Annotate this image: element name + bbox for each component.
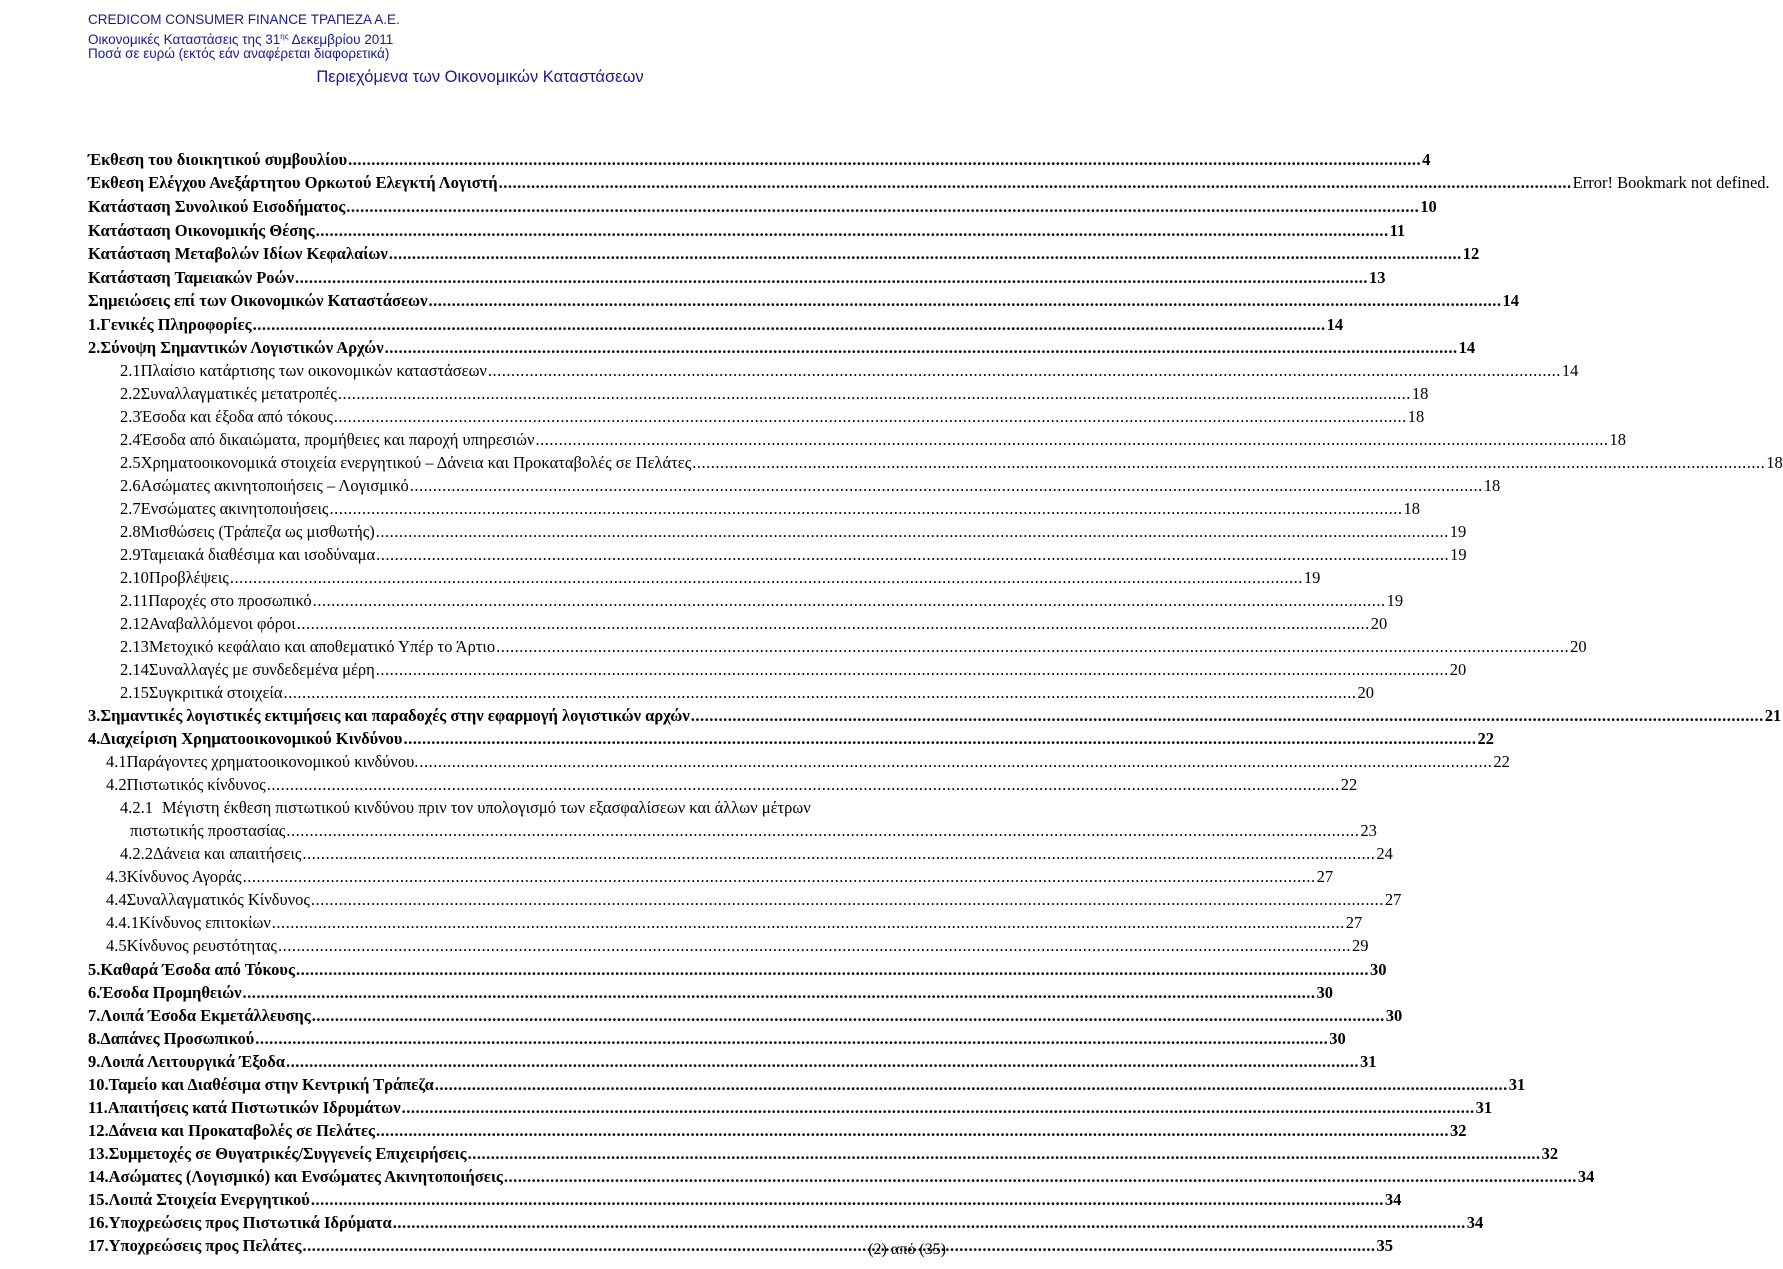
toc-entry[interactable] [88, 150, 1431, 170]
toc-entry-text: Έσοδα από δικαιώματα, προμήθειες και παροχή υπηρεσιών [140, 430, 535, 449]
toc-entry-text: Σημειώσεις επί των Οικονομικών Καταστάσεων [88, 291, 428, 310]
toc-entry-number: 15. [88, 1190, 109, 1209]
toc-page-number: 30 [1329, 1029, 1346, 1048]
toc-leader-dots [403, 729, 1476, 749]
toc-entry-text: Παράγοντες χρηματοοικονομικού κινδύνου. [126, 752, 419, 771]
toc-entry-text: Έσοδα Προμηθειών [100, 983, 242, 1002]
toc-entry[interactable] [88, 729, 1494, 749]
toc-leader-dots [255, 1029, 1328, 1049]
toc-leader-dots [295, 268, 1368, 288]
toc-entry-number: 13. [88, 1144, 109, 1163]
toc-leader-dots [286, 1052, 1359, 1072]
toc-leader-dots [312, 1006, 1385, 1026]
toc-leader-dots [311, 890, 1384, 910]
toc-page-number: 22 [1493, 752, 1510, 771]
toc-entry-text: Κίνδυνος ρευστότητας [126, 936, 277, 955]
toc-leader-dots [316, 221, 1389, 241]
toc-entry-number: 4.1 [106, 752, 127, 771]
toc-entry-text: Λοιπά Στοιχεία Ενεργητικού [108, 1190, 310, 1209]
toc-page-number: 19 [1450, 545, 1467, 564]
toc-entry[interactable] [88, 221, 1406, 241]
toc-page-number: 23 [1360, 821, 1377, 840]
toc-leader-dots [338, 384, 1411, 404]
toc-page-number: 27 [1345, 913, 1363, 932]
toc-entry-number: 2. [88, 338, 101, 357]
toc-page-number: 18 [1483, 476, 1501, 495]
toc-entry[interactable] [88, 1190, 1402, 1210]
toc-entry[interactable] [88, 983, 1334, 1003]
toc-entry[interactable] [120, 384, 1429, 404]
toc-entry-text: Ενσώματες ακινητοποιήσεις [140, 499, 329, 518]
toc-leader-dots [535, 430, 1608, 450]
toc-page-number: 13 [1368, 268, 1386, 287]
toc-entry-text: Λοιπά Λειτουργικά Έξοδα [100, 1052, 285, 1071]
toc-entry[interactable] [88, 173, 1770, 193]
toc-entry[interactable] [120, 545, 1467, 565]
toc-entry-number: 2.2 [120, 384, 141, 403]
toc-entry-text: Απαιτήσεις κατά Πιστωτικών Ιδρυμάτων [107, 1098, 401, 1117]
toc-entry-number: 12. [88, 1121, 109, 1140]
toc-page-number: 18 [1766, 453, 1783, 472]
toc-entry[interactable] [88, 960, 1387, 980]
toc-entry[interactable] [88, 1167, 1595, 1187]
toc-leader-dots [385, 338, 1458, 358]
toc-leader-dots [402, 1098, 1475, 1118]
toc-entry-number: 4.5 [106, 936, 127, 955]
toc-entry-text: Έκθεση του διοικητικού συμβουλίου [88, 150, 348, 169]
toc-entry-number: 2.1 [120, 361, 141, 380]
page-number: (2) από (35) [868, 1241, 946, 1258]
toc-entry-number: 3. [88, 706, 101, 725]
toc-entry-number: 2.4 [120, 430, 141, 449]
toc-entry-text: Παροχές στο προσωπικό [148, 591, 312, 610]
toc-entry-number: 4.4.1 [106, 913, 139, 932]
toc-entry-number: 2.13 [120, 637, 149, 656]
toc-entry-text: Πλαίσιο κατάρτισης των οικονομικών καταστάσεων [140, 361, 487, 380]
toc-leader-dots [253, 315, 1326, 335]
toc-entry-text: Δάνεια και απαιτήσεις [153, 844, 302, 863]
toc-page-number: 12 [1462, 244, 1480, 263]
toc-entry-text: Συναλλαγματικές μετατροπές [140, 384, 337, 403]
toc-entry-text: Κατάσταση Οικονομικής Θέσης [88, 221, 315, 240]
toc-leader-dots [302, 844, 1375, 864]
toc-page-number: 32 [1541, 1144, 1559, 1163]
toc-entry[interactable] [130, 821, 1377, 841]
toc-entry[interactable] [120, 660, 1467, 680]
toc-page-number: 19 [1303, 568, 1321, 587]
toc-entry[interactable] [88, 1075, 1526, 1095]
toc-page-number: 14 [1561, 361, 1579, 380]
toc-leader-dots [376, 522, 1449, 542]
toc-page-number: 4 [1422, 150, 1431, 169]
toc-entry-number: 10. [88, 1075, 109, 1094]
toc-entry-number: 7. [88, 1006, 101, 1025]
toc-page-number: 30 [1316, 983, 1334, 1002]
toc-leader-dots [691, 706, 1764, 726]
page-title: Περιεχόμενα των Οικονομικών Καταστάσεων [316, 68, 644, 86]
toc-entry-text: πιστωτικής προστασίας [130, 821, 286, 840]
toc-entry-number: 4.2.2 [120, 844, 153, 863]
toc-entry-number: 8. [88, 1029, 101, 1048]
toc-entry-text: Κίνδυνος επιτοκίων [139, 913, 271, 932]
toc-entry-number: 4.4 [106, 890, 127, 909]
toc-page-number: 34 [1466, 1213, 1484, 1232]
toc-entry-number: 11. [88, 1098, 108, 1117]
toc-entry-number: 2.14 [120, 660, 149, 679]
toc-entry-text: Πιστωτικός κίνδυνος [126, 775, 266, 794]
toc-entry[interactable] [120, 522, 1467, 542]
toc-entry[interactable] [106, 775, 1358, 795]
toc-entry[interactable] [88, 338, 1476, 358]
toc-page-number: 11 [1389, 221, 1406, 240]
toc-leader-dots [504, 1167, 1577, 1187]
toc-page-number: 24 [1376, 844, 1393, 863]
toc-page-number: 31 [1359, 1052, 1377, 1071]
toc-entry[interactable] [88, 1029, 1346, 1049]
toc-entry[interactable] [120, 591, 1404, 611]
toc-entry-line[interactable] [120, 798, 811, 818]
toc-entry-text: Προβλέψεις [148, 568, 229, 587]
toc-page-number: Error! Bookmark not defined. [1572, 173, 1770, 192]
toc-entry-number: 4.2.1 [120, 798, 153, 817]
toc-entry[interactable] [106, 867, 1334, 887]
toc-entry[interactable] [120, 361, 1579, 381]
toc-entry[interactable] [88, 1144, 1559, 1164]
currency-note: Ποσά σε ευρώ (εκτός εάν αναφέρεται διαφορετικά) [88, 46, 390, 61]
toc-entry-text: Δάνεια και Προκαταβολές σε Πελάτες [108, 1121, 375, 1140]
toc-entry-text: Έσοδα και έξοδα από τόκους [140, 407, 333, 426]
toc-page-number: 14 [1326, 315, 1344, 334]
toc-entry-text: Κατάσταση Ταμειακών Ροών [88, 268, 294, 287]
toc-page-number: 18 [1407, 407, 1425, 426]
toc-entry[interactable] [120, 499, 1420, 519]
toc-entry[interactable] [120, 453, 1783, 473]
toc-entry[interactable] [88, 291, 1519, 311]
toc-entry[interactable] [120, 430, 1626, 450]
toc-entry-text: Συναλλαγές με συνδεδεμένα μέρη [148, 660, 375, 679]
toc-page-number: 34 [1577, 1167, 1595, 1186]
toc-page-number: 18 [1609, 430, 1626, 449]
toc-entry[interactable] [88, 197, 1437, 217]
toc-entry-number: 2.12 [120, 614, 149, 633]
toc-entry[interactable] [88, 1213, 1484, 1233]
toc-entry[interactable] [120, 476, 1501, 496]
toc-entry-number: 4.3 [106, 867, 127, 886]
toc-page-number: 31 [1475, 1098, 1493, 1117]
toc-entry[interactable] [120, 844, 1393, 864]
toc-entry-text: Σύνοψη Σημαντικών Λογιστικών Αρχών [100, 338, 384, 357]
toc-entry-text: Καθαρά Έσοδα από Τόκους [100, 960, 295, 979]
toc-entry-text: Ασώματες (Λογισμικό) και Ενσώματες Ακινητοποιήσεις [108, 1167, 503, 1186]
toc-entry-number: 6. [88, 983, 101, 1002]
toc-entry-text: Γενικές Πληροφορίες [100, 315, 252, 334]
toc-page-number: 18 [1403, 499, 1420, 518]
toc-entry-number: 2.7 [120, 499, 141, 518]
toc-page-number: 29 [1351, 936, 1369, 955]
toc-entry-number: 2.8 [120, 522, 141, 541]
toc-page-number: 22 [1477, 729, 1494, 748]
toc-leader-dots [376, 545, 1449, 565]
toc-entry-text: Σημαντικές λογιστικές εκτιμήσεις και παραδοχές στην εφαρμογή λογιστικών αρχών [100, 706, 690, 725]
toc-entry-number: 4. [88, 729, 101, 748]
toc-page-number: 20 [1449, 660, 1467, 679]
toc-entry-text: Κίνδυνος Αγοράς [126, 867, 242, 886]
toc-page-number: 34 [1384, 1190, 1402, 1209]
toc-entry-number: 2.11 [120, 591, 149, 610]
toc-entry[interactable] [88, 1006, 1403, 1026]
toc-leader-dots [419, 752, 1492, 772]
toc-entry-text: Δαπάνες Προσωπικού [100, 1029, 255, 1048]
toc-page-number: 32 [1449, 1121, 1467, 1140]
toc-page-number: 20 [1570, 637, 1587, 656]
toc-page-number: 14 [1502, 291, 1519, 310]
toc-entry[interactable] [106, 936, 1369, 956]
toc-entry-text: Μισθώσεις (Τράπεζα ως μισθωτής) [140, 522, 375, 541]
toc-leader-dots [499, 173, 1572, 193]
toc-entry[interactable] [88, 1052, 1377, 1072]
toc-page-number: 10 [1420, 197, 1437, 216]
toc-entry-text: Συμμετοχές σε Θυγατρικές/Συγγενείς Επιχειρήσεις [108, 1144, 467, 1163]
toc-leader-dots [297, 614, 1370, 634]
toc-page-number: 30 [1385, 1006, 1403, 1025]
toc-leader-dots [296, 960, 1369, 980]
toc-entry-text: Ασώματες ακινητοποιήσεις – Λογισμικό [140, 476, 409, 495]
toc-entry[interactable] [88, 1121, 1467, 1141]
toc-leader-dots [267, 775, 1340, 795]
toc-page-number: 22 [1340, 775, 1358, 794]
toc-leader-dots [313, 591, 1386, 611]
toc-leader-dots [284, 683, 1357, 703]
toc-page-number: 19 [1449, 522, 1467, 541]
toc-entry-text: Μέγιστη έκθεση πιστωτικού κινδύνου πριν τον υπολογισμό των εξασφαλίσεων και άλλων μέτρων [162, 798, 811, 817]
statements-date: Οικονομικές Καταστάσεις της $31^{\eta\varsigma}$ Δεκεμβρίου 2011 [88, 32, 394, 47]
toc-page-number: 20 [1370, 614, 1388, 633]
toc-entry-text: Μετοχικό κεφάλαιο και αποθεματικό Υπέρ το Άρτιο [148, 637, 496, 656]
toc-page-number: 31 [1508, 1075, 1526, 1094]
toc-entry-number: 9. [88, 1052, 101, 1071]
toc-entry[interactable] [120, 568, 1321, 588]
toc-page-number: 18 [1411, 384, 1429, 403]
toc-entry-text: Συγκριτικά στοιχεία [148, 683, 283, 702]
toc-entry-number: 2.9 [120, 545, 141, 564]
toc-leader-dots [230, 568, 1303, 588]
toc-page-number: 27 [1316, 867, 1334, 886]
toc-leader-dots [468, 1144, 1541, 1164]
toc-entry[interactable] [88, 706, 1782, 726]
toc-leader-dots [496, 637, 1569, 657]
toc-entry-text: Ταμειακά διαθέσιμα και ισοδύναμα [140, 545, 376, 564]
toc-page-number: 30 [1369, 960, 1387, 979]
toc-entry-number: 4.2 [106, 775, 127, 794]
toc-entry-text: Υποχρεώσεις προς Πιστωτικά Ιδρύματα [108, 1213, 392, 1232]
toc-entry[interactable] [120, 407, 1425, 427]
toc-entry[interactable] [88, 268, 1386, 288]
toc-leader-dots [346, 197, 1419, 217]
toc-entry[interactable] [120, 614, 1388, 634]
toc-entry[interactable] [106, 752, 1510, 772]
toc-entry-number: 2.5 [120, 453, 141, 472]
toc-entry-text: Ταμείο και Διαθέσιμα στην Κεντρική Τράπεζα [108, 1075, 434, 1094]
toc-leader-dots [376, 1121, 1449, 1141]
toc-leader-dots [329, 499, 1402, 519]
toc-entry-number: 16. [88, 1213, 109, 1232]
toc-leader-dots [393, 1213, 1466, 1233]
toc-entry-number: 17. [88, 1236, 109, 1255]
toc-leader-dots [692, 453, 1765, 473]
toc-entry[interactable] [120, 683, 1374, 703]
toc-entry-number: 2.3 [120, 407, 141, 426]
toc-entry-text: Χρηματοοικονομικά στοιχεία ενεργητικού – Δάνεια και Προκαταβολές σε Πελάτες [140, 453, 692, 472]
toc-leader-dots [410, 476, 1483, 496]
toc-entry[interactable] [88, 244, 1480, 264]
toc-page-number: 35 [1376, 1236, 1393, 1255]
toc-entry-number: 2.10 [120, 568, 149, 587]
toc-page-number: 20 [1357, 683, 1374, 702]
toc-leader-dots [272, 913, 1345, 933]
toc-leader-dots [348, 150, 1421, 170]
toc-entry-text: Αναβαλλόμενοι φόροι [148, 614, 296, 633]
toc-leader-dots [389, 244, 1462, 264]
toc-entry-number: 14. [88, 1167, 109, 1186]
toc-entry[interactable] [120, 637, 1587, 657]
toc-leader-dots [311, 1190, 1384, 1210]
toc-entry-text: Κατάσταση Μεταβολών Ιδίων Κεφαλαίων [88, 244, 388, 263]
toc-leader-dots [435, 1075, 1508, 1095]
toc-leader-dots [278, 936, 1351, 956]
toc-entry-text: Διαχείριση Χρηματοοικονομικού Κινδύνου [100, 729, 403, 748]
toc-page-number: 19 [1386, 591, 1404, 610]
toc-entry-text: Συναλλαγματικός Κίνδυνος [126, 890, 310, 909]
toc-leader-dots [302, 1236, 1375, 1256]
toc-page-number: 14 [1458, 338, 1476, 357]
toc-leader-dots [376, 660, 1449, 680]
toc-entry-text: Κατάσταση Συνολικού Εισοδήματος [88, 197, 346, 216]
toc-page-number: 27 [1384, 890, 1402, 909]
toc-entry-number: 1. [88, 315, 101, 334]
toc-entry[interactable] [88, 1098, 1493, 1118]
toc-leader-dots [243, 983, 1316, 1003]
toc-entry-number: 2.15 [120, 683, 149, 702]
toc-leader-dots [286, 821, 1359, 841]
toc-entry-text: Υποχρεώσεις προς Πελάτες [108, 1236, 302, 1255]
toc-entry-text: Λοιπά Έσοδα Εκμετάλλευσης [100, 1006, 311, 1025]
toc-leader-dots [243, 867, 1316, 887]
toc-entry-number: 5. [88, 960, 101, 979]
toc-leader-dots [334, 407, 1407, 427]
toc-entry[interactable] [106, 913, 1363, 933]
toc-entry-number: 2.6 [120, 476, 141, 495]
toc-entry-text: Έκθεση Ελέγχου Ανεξάρτητου Ορκωτού Ελεγκτή Λογιστή [88, 173, 498, 192]
toc-entry[interactable] [106, 890, 1402, 910]
toc-leader-dots [488, 361, 1561, 381]
company-name: CREDICOM CONSUMER FINANCE ΤΡΑΠΕΖΑ Α.Ε. [88, 12, 400, 27]
toc-page-number: 21 [1764, 706, 1782, 725]
toc-entry[interactable] [88, 315, 1344, 335]
toc-leader-dots [428, 291, 1501, 311]
